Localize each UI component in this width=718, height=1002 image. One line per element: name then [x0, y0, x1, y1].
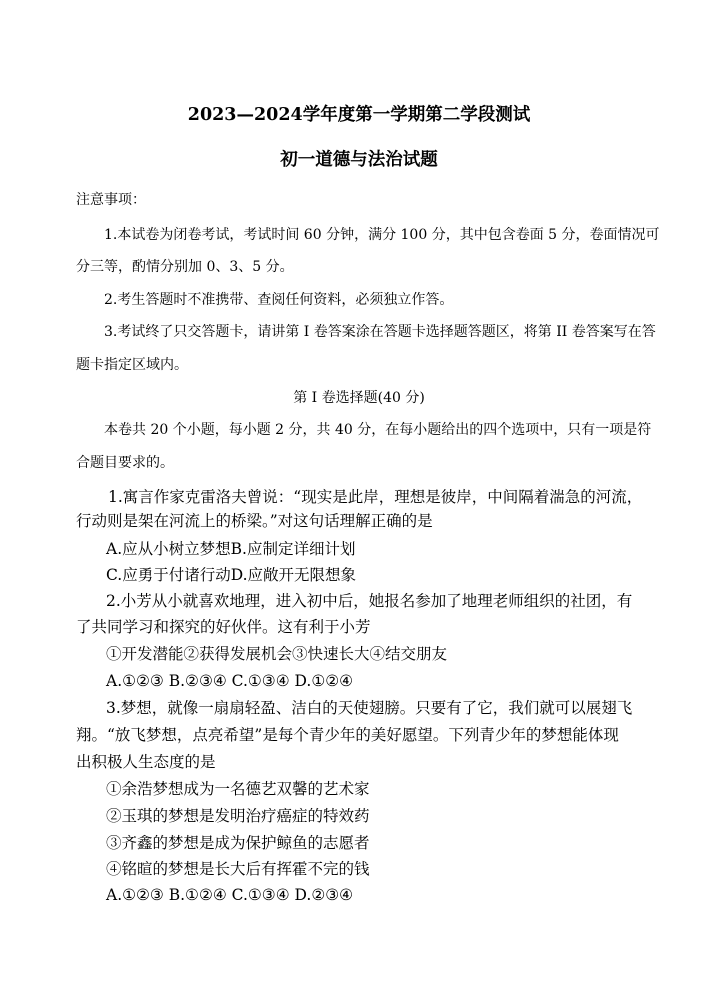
- question-2-items: ①开发潜能②获得发展机会③快速长大④结交朋友: [106, 645, 448, 663]
- question-3-item-3: ③齐鑫的梦想是成为保护鲸鱼的志愿者: [106, 834, 370, 852]
- question-3-item-2: ②玉琪的梦想是发明治疗癌症的特效药: [106, 807, 370, 825]
- question-2-options: A.①②③ B.②③④ C.①③④ D.①②④: [106, 672, 354, 690]
- exam-title: 2023—2024学年度第一学期第二学段测试: [187, 105, 531, 125]
- section-intro-cont: 合题目要求的。: [76, 455, 174, 471]
- section-heading: 第 I 卷选择题(40 分): [293, 390, 425, 406]
- question-3-options: A.①②③ B.①②④ C.①③④ D.②③④: [106, 886, 354, 904]
- notice-item-1: 1.本试卷为闭卷考试，考试时间 60 分钟，满分 100 分，其中包含卷面 5 分，卷面情况可: [104, 227, 660, 243]
- question-3-item-1: ①余浩梦想成为一名德艺双馨的艺术家: [106, 780, 370, 798]
- notice-label: 注意事项：: [76, 192, 146, 208]
- question-3-stem-cont-2: 出积极人生态度的是: [76, 753, 216, 771]
- exam-subtitle: 初一道德与法治试题: [280, 150, 438, 170]
- question-2-stem: 2.小芳从小就喜欢地理，进入初中后，她报名参加了地理老师组织的社团，有: [106, 592, 633, 610]
- section-intro: 本卷共 20 个小题，每小题 2 分，共 40 分，在每小题给出的四个选项中，只有一项是符: [104, 422, 652, 438]
- notice-item-3-cont: 题卡指定区域内。: [76, 357, 188, 373]
- question-1-stem: 1.寓言作家克雷洛夫曾说：“现实是此岸，理想是彼岸，中间隔着湍急的河流，: [108, 488, 643, 506]
- question-1-options-cd: C.应勇于付诸行动D.应敞开无限想象: [106, 566, 357, 584]
- question-1-options-ab: A.应从小树立梦想B.应制定详细计划: [106, 540, 356, 558]
- question-3-item-4: ④铭暄的梦想是长大后有挥霍不完的钱: [106, 860, 370, 878]
- question-2-stem-cont: 了共同学习和探究的好伙伴。这有利于小芳: [76, 618, 371, 636]
- question-3-stem-cont: 翔。“放飞梦想，点亮希望”是每个青少年的美好愿望。下列青少年的梦想能体现: [76, 726, 619, 744]
- notice-item-3: 3.考试终了只交答题卡，请讲第 I 卷答案涂在答题卡选择题答题区，将第 II 卷答案写在答: [104, 324, 656, 340]
- notice-item-1-cont: 分三等，酌情分别加 0、3、5 分。: [76, 259, 294, 275]
- question-3-stem: 3.梦想，就像一扇扇轻盈、洁白的天使翅膀。只要有了它，我们就可以展翅飞: [106, 699, 633, 717]
- notice-item-2: 2.考生答题时不准携带、查阅任何资料，必须独立作答。: [104, 292, 454, 308]
- question-1-stem-cont: 行动则是架在河流上的桥梁。”对这句话理解正确的是: [76, 512, 433, 530]
